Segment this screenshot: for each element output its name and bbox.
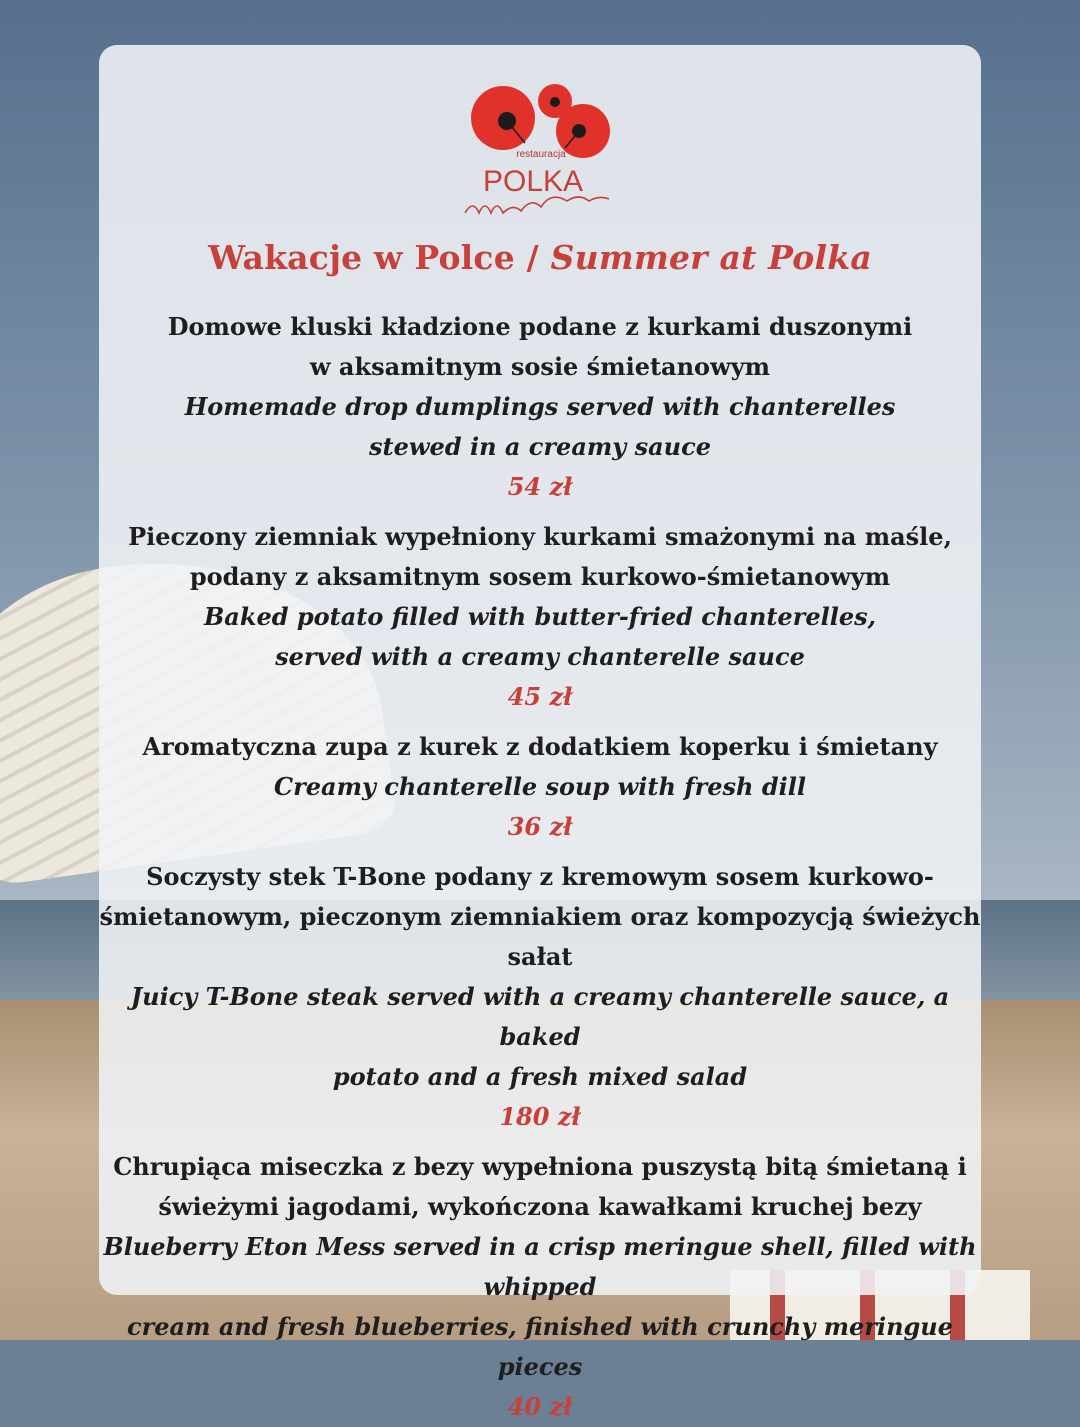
menu-item (99, 1147, 981, 1427)
dish-price: 45 zł (507, 682, 573, 711)
dish-name-en: Homemade drop dumplings served with chanterelles (184, 392, 896, 421)
dish-name-en: stewed in a creamy sauce (369, 432, 711, 461)
dish-name-pl: śmietanowym, pieczonym ziemniakiem oraz kompozycją świeżych sałat (99, 902, 981, 971)
dish-name-en: cream and fresh blueberries, finished with crunchy meringue pieces (126, 1312, 954, 1381)
menu-item (99, 307, 981, 507)
dish-name-pl: Pieczony ziemniak wypełniony kurkami smażonymi na maśle, (128, 522, 952, 551)
dish-price: 54 zł (507, 472, 573, 501)
menu-title (99, 238, 981, 277)
menu-card (99, 45, 981, 1421)
svg-text:POLKA: POLKA (482, 165, 584, 198)
menu-title-pl: Wakacje w Polce / (208, 238, 551, 277)
dish-name-pl: Soczysty stek T-Bone podany z kremowym sosem kurkowo- (146, 862, 934, 891)
dish-price: 36 zł (507, 812, 573, 841)
dish-name-pl: świeżymi jagodami, wykończona kawałkami kruchej bezy (158, 1192, 922, 1221)
menu-item (99, 857, 981, 1137)
menu-item (99, 517, 981, 717)
dish-name-en: potato and a fresh mixed salad (332, 1062, 748, 1091)
poppy-logo-icon (455, 63, 625, 223)
dish-name-pl: Aromatyczna zupa z kurek z dodatkiem koperku i śmietany (142, 732, 938, 761)
dish-name-pl: w aksamitnym sosie śmietanowym (309, 352, 771, 381)
dish-name-pl: Domowe kluski kładzione podane z kurkami duszonymi (167, 312, 913, 341)
dish-price: 180 zł (499, 1102, 581, 1131)
menu-list (99, 307, 981, 1427)
restaurant-logo (455, 63, 625, 223)
dish-name-en: Baked potato filled with butter-fried chanterelles, (204, 602, 876, 631)
dish-name-pl: podany z aksamitnym sosem kurkowo-śmietanowym (189, 562, 891, 591)
dish-name-en: Creamy chanterelle soup with fresh dill (274, 772, 806, 801)
menu-item (99, 727, 981, 847)
dish-price: 40 zł (507, 1392, 573, 1421)
dish-name-en: Juicy T-Bone steak served with a creamy chanterelle sauce, a baked (130, 982, 950, 1051)
menu-title-en: Summer at Polka (550, 238, 872, 277)
dish-name-en: served with a creamy chanterelle sauce (275, 642, 805, 671)
svg-text:restauracja: restauracja (516, 149, 566, 160)
dish-name-pl: Chrupiąca miseczka z bezy wypełniona puszystą bitą śmietaną i (113, 1152, 967, 1181)
dish-name-en: Blueberry Eton Mess served in a crisp meringue shell, filled with whipped (103, 1232, 977, 1301)
